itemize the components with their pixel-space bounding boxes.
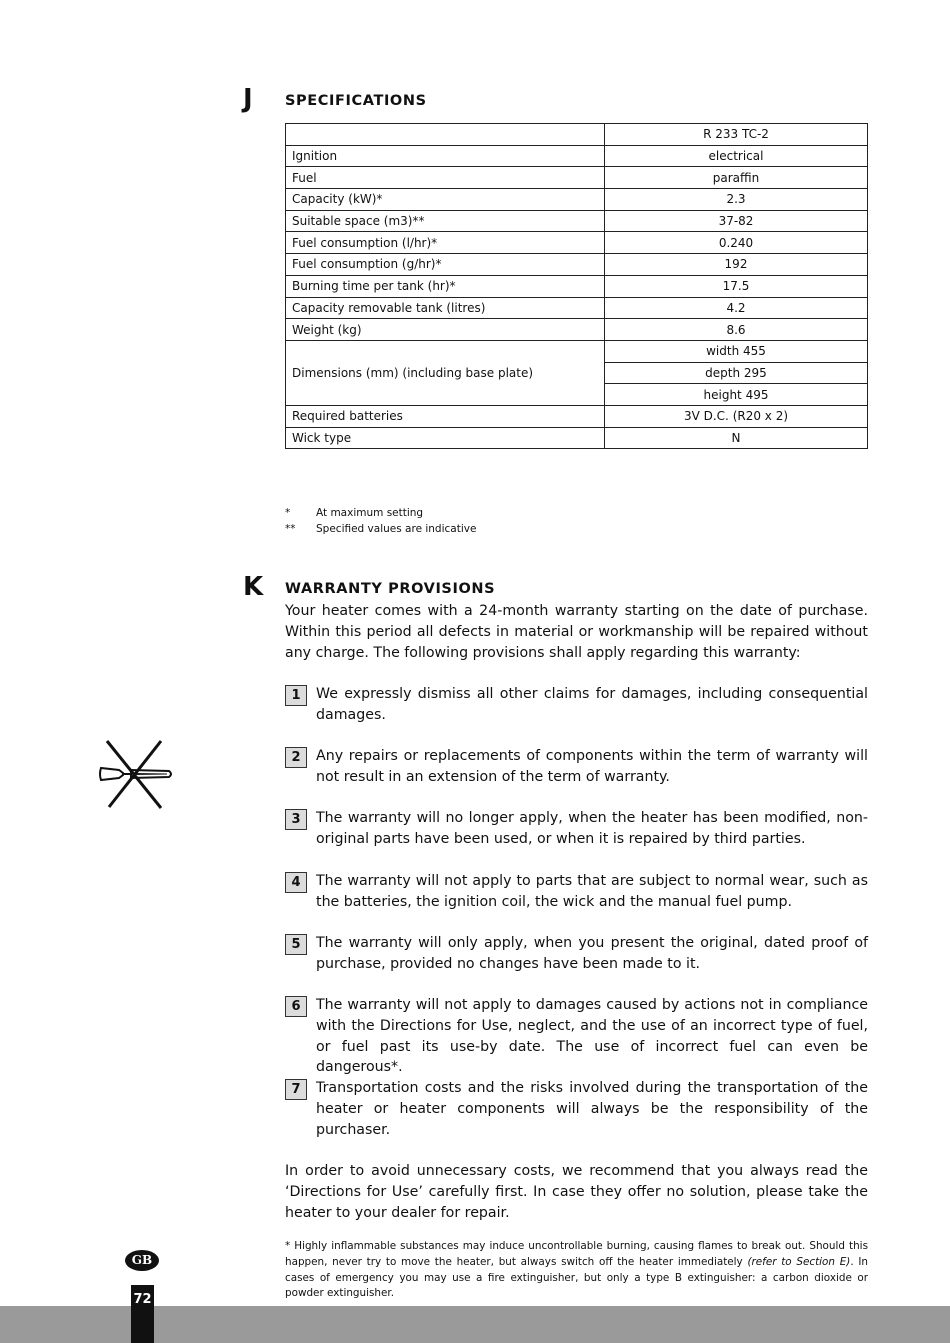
dimension-width: width 455 xyxy=(605,340,868,362)
spec-label: Fuel consumption (l/hr)* xyxy=(286,232,605,254)
table-row xyxy=(286,319,868,341)
page-number: 72 xyxy=(131,1285,154,1343)
spec-value: 3V D.C. (R20 x 2) xyxy=(605,405,868,427)
table-row xyxy=(286,167,868,189)
warranty-intro: Your heater comes with a 24-month warranty starting on the date of purchase. Within this period all defects in material or workmanship will be repaired without any charge. The following provisions shall apply regarding this warranty: xyxy=(285,603,868,661)
fire-safety-note xyxy=(285,1239,868,1302)
warranty-item xyxy=(285,684,868,726)
footnote-mark: ** xyxy=(285,523,296,535)
note-text: * Highly inflammable substances may induce uncontrollable burning, causing flames to break out. Should this happen, never try to move the heater, but always switch off the heater immediately xyxy=(285,1240,868,1268)
item-text: The warranty will only apply, when you present the original, dated proof of purchase, provided no changes have been made to it. xyxy=(316,935,868,972)
note-reference: (refer to Section E) xyxy=(747,1255,851,1268)
footnote-text: At maximum setting xyxy=(316,507,424,519)
spec-value: 37-82 xyxy=(605,210,868,232)
table-row xyxy=(286,145,868,167)
dimension-depth: depth 295 xyxy=(605,362,868,384)
spec-label: Wick type xyxy=(286,427,605,449)
item-text: Any repairs or replacements of components within the term of warranty will not result in an extension of the term of warranty. xyxy=(316,748,868,785)
item-number-box: 1 xyxy=(285,685,307,706)
spec-label: Weight (kg) xyxy=(286,319,605,341)
item-text: The warranty will no longer apply, when the heater has been modified, non-original parts have been used, or when it is repaired by third parties. xyxy=(316,810,868,847)
section-letter-j: J xyxy=(243,84,253,114)
closing-paragraph: In order to avoid unnecessary costs, we recommend that you always read the ‘Directions for Use’ carefully first. In case they offer no solution, please take the heater to your dealer for repair. xyxy=(285,1163,868,1221)
warranty-item xyxy=(285,933,868,975)
spec-value: 192 xyxy=(605,254,868,276)
spec-label: Suitable space (m3)** xyxy=(286,210,605,232)
item-text: The warranty will not apply to parts that are subject to normal wear, such as the batteries, the ignition coil, the wick and the manual fuel pump. xyxy=(316,873,868,910)
warranty-item xyxy=(285,746,868,788)
table-row xyxy=(286,297,868,319)
spec-label: Fuel xyxy=(286,167,605,189)
table-header-row xyxy=(286,124,868,146)
model-header: R 233 TC-2 xyxy=(605,124,868,146)
item-number-box: 5 xyxy=(285,934,307,955)
language-badge: GB xyxy=(125,1250,159,1271)
spec-value: 8.6 xyxy=(605,319,868,341)
warranty-item xyxy=(285,995,868,1078)
dimensions-label: Dimensions (mm) (including base plate) xyxy=(286,340,605,405)
spec-value: 0.240 xyxy=(605,232,868,254)
specifications-table xyxy=(285,123,868,449)
spec-label: Fuel consumption (g/hr)* xyxy=(286,254,605,276)
item-text: We expressly dismiss all other claims for damages, including consequential damages. xyxy=(316,686,868,723)
item-number-box: 2 xyxy=(285,747,307,768)
spec-value: paraffin xyxy=(605,167,868,189)
specifications-heading: SPECIFICATIONS xyxy=(285,93,427,109)
spec-label: Required batteries xyxy=(286,405,605,427)
table-row xyxy=(286,340,868,362)
spec-label: Capacity removable tank (litres) xyxy=(286,297,605,319)
crossed-out-screwdriver-icon xyxy=(97,738,175,810)
table-row xyxy=(286,232,868,254)
footnote-text: Specified values are indicative xyxy=(316,523,477,535)
table-row xyxy=(286,254,868,276)
item-text: The warranty will not apply to damages caused by actions not in compliance with the Directions for Use, neglect, and the use of an incorrect type of fuel, or fuel past its use-by date. The use of incorrect fuel can even be dangerous*. xyxy=(316,997,868,1076)
warranty-heading: WARRANTY PROVISIONS xyxy=(285,581,496,597)
table-row xyxy=(286,189,868,211)
spec-value: 17.5 xyxy=(605,275,868,297)
spec-value: 2.3 xyxy=(605,189,868,211)
footnote xyxy=(285,523,685,539)
table-row xyxy=(286,210,868,232)
spec-value: 4.2 xyxy=(605,297,868,319)
section-letter-k: K xyxy=(243,572,264,602)
dimension-height: height 495 xyxy=(605,384,868,406)
warranty-item xyxy=(285,808,868,850)
spec-value: N xyxy=(605,427,868,449)
item-number-box: 7 xyxy=(285,1079,307,1100)
item-text: Transportation costs and the risks involved during the transportation of the heater or heater components will always be the responsibility of the purchaser. xyxy=(316,1080,868,1138)
table-cell-empty xyxy=(286,124,605,146)
spec-label: Capacity (kW)* xyxy=(286,189,605,211)
warranty-item xyxy=(285,871,868,913)
table-row xyxy=(286,275,868,297)
table-row xyxy=(286,405,868,427)
spec-value: electrical xyxy=(605,145,868,167)
table-row xyxy=(286,427,868,449)
footnote xyxy=(285,507,685,523)
note-text: . In cases of emergency you may use a fire extinguisher, but only a type B extinguisher: a carbon dioxide or powder extinguisher. xyxy=(285,1255,869,1300)
spec-label: Ignition xyxy=(286,145,605,167)
footnote-mark: * xyxy=(285,507,291,519)
warranty-item xyxy=(285,1078,868,1140)
spec-label: Burning time per tank (hr)* xyxy=(286,275,605,297)
item-number-box: 6 xyxy=(285,996,307,1017)
item-number-box: 4 xyxy=(285,872,307,893)
item-number-box: 3 xyxy=(285,809,307,830)
